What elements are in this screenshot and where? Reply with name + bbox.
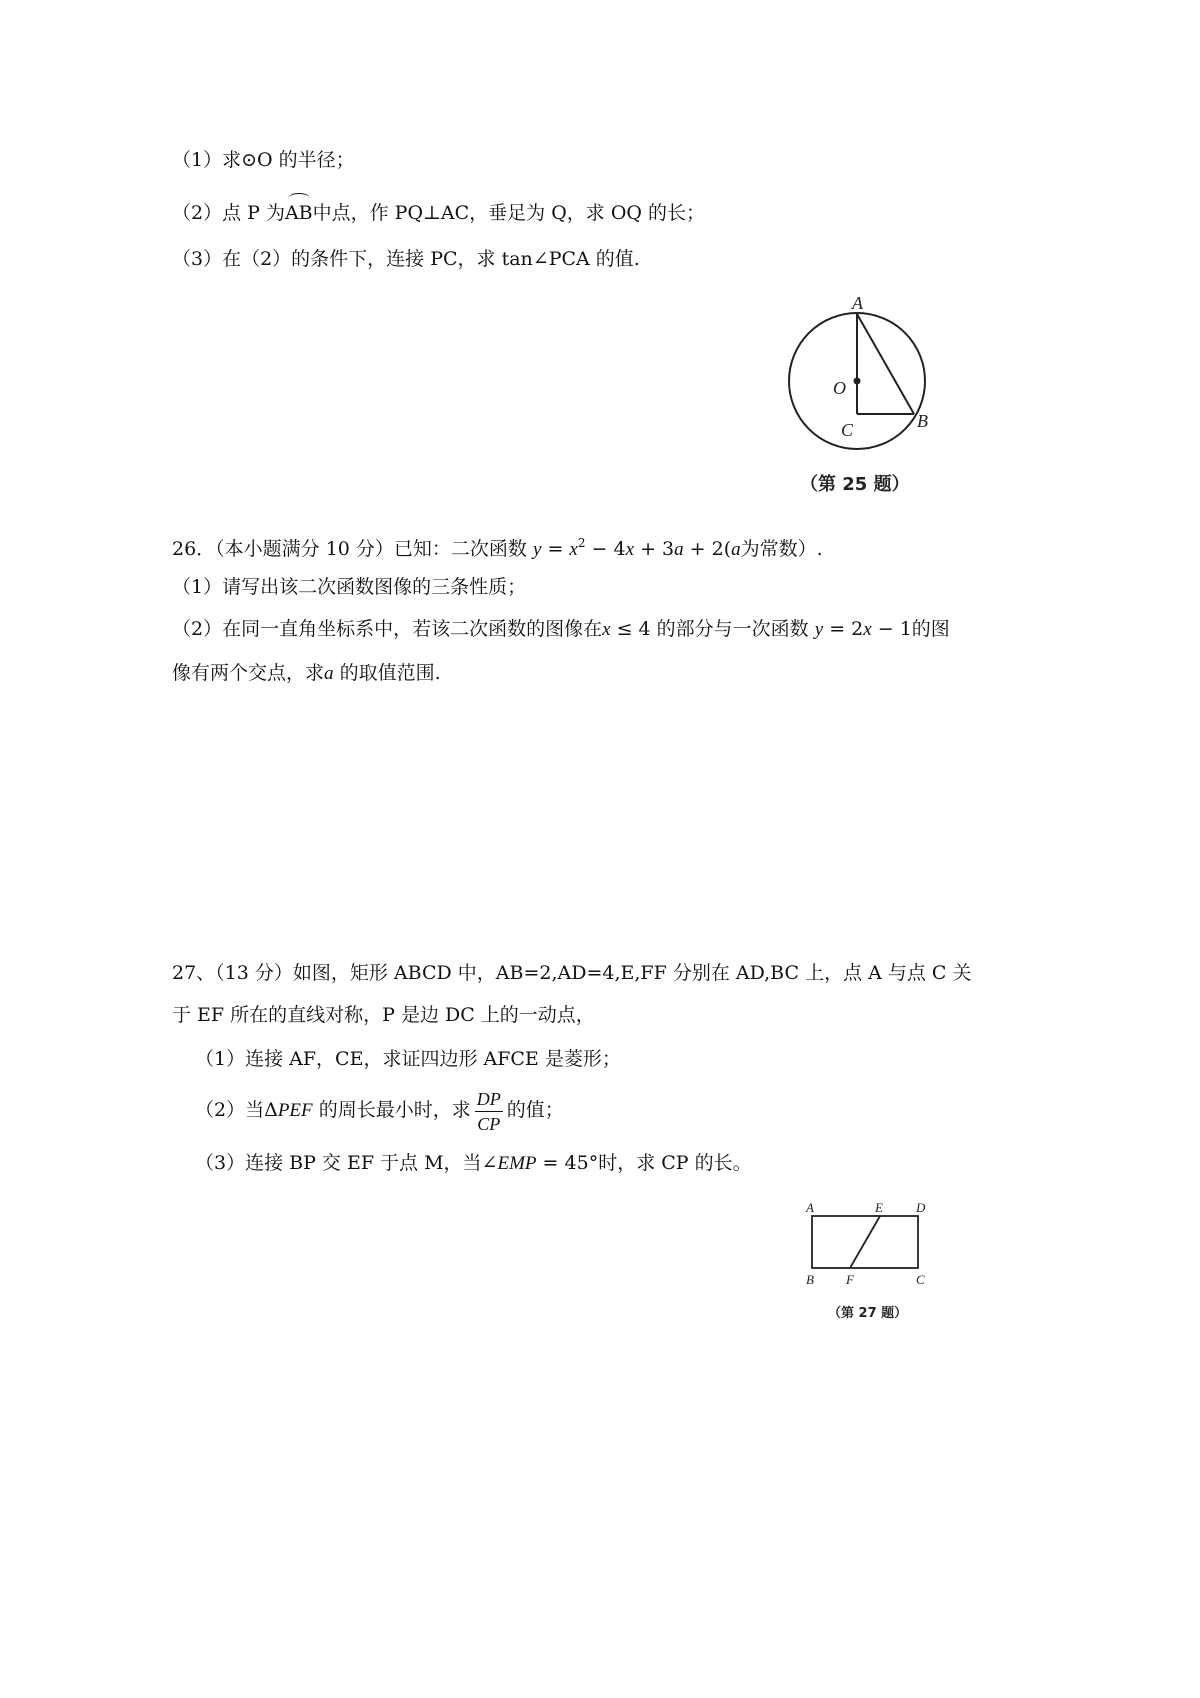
q27-part3: （3）连接 BP 交 EF 于点 M，当∠EMP = 45°时，求 CP 的长。 xyxy=(195,1152,752,1174)
segment-ab xyxy=(857,314,914,414)
label-e27: E xyxy=(875,1200,883,1215)
q25-part1-text: （1）求⊙O 的半径； xyxy=(172,149,355,171)
arc-ab: AB xyxy=(284,202,313,224)
label-a: A xyxy=(852,293,863,313)
q25-part3 xyxy=(172,246,640,272)
q25-part3-text: （3）在（2）的条件下，连接 PC，求 tan∠PCA 的值. xyxy=(172,248,640,270)
label-f27: F xyxy=(846,1272,854,1287)
q27-intro-line1: 27、（13 分）如图，矩形 ABCD 中，AB=2,AD=4,E,FF 分别在 AD,BC 上，点 A 与点 C 关 xyxy=(172,962,972,984)
q26-part2: （2）在同一直角坐标系中，若该二次函数的图像在x ≤ 4 的部分与一次函数 y = 2x − 1的图 xyxy=(172,618,950,640)
q27-figure xyxy=(800,1196,940,1296)
label-c27: C xyxy=(916,1272,925,1287)
center-point-o xyxy=(854,378,861,385)
label-b: B xyxy=(917,411,928,431)
label-o: O xyxy=(833,378,846,398)
q27-intro-line2: 于 EF 所在的直线对称，P 是边 DC 上的一动点， xyxy=(172,1004,595,1026)
fraction-dp-cp: $\frac{DP}{CP}$ xyxy=(476,1088,501,1134)
label-b27: B xyxy=(806,1272,814,1287)
segment-ef xyxy=(850,1216,880,1268)
q25-part1 xyxy=(172,147,355,173)
label-c: C xyxy=(841,420,854,440)
q27-caption: （第 27 题） xyxy=(828,1306,908,1321)
q25-part2: （2）点 P 为AB中点，作 PQ⊥AC，垂足为 Q，求 OQ 的长； xyxy=(172,202,706,224)
label-a27: A xyxy=(806,1200,814,1215)
label-d27: D xyxy=(916,1200,926,1215)
q25-caption: （第 25 题） xyxy=(800,474,910,495)
q26-intro: 26．（本小题满分 10 分）已知：二次函数 $y = x^2 - 4x + 3a + 2(a$为常数）. xyxy=(172,536,823,560)
q25-figure xyxy=(780,292,940,462)
q27-part2: （2）当ΔPEF 的周长最小时，求 $\frac{DP}{CP}$ 的值； xyxy=(195,1088,564,1134)
q27-part1: （1）连接 AF，CE，求证四边形 AFCE 是菱形； xyxy=(195,1048,621,1070)
q26-part1-text: （1）请写出该二次函数图像的三条性质； xyxy=(172,576,527,598)
q26-part1 xyxy=(172,574,526,600)
q26-part2-cont: 像有两个交点，求a 的取值范围. xyxy=(172,662,441,684)
